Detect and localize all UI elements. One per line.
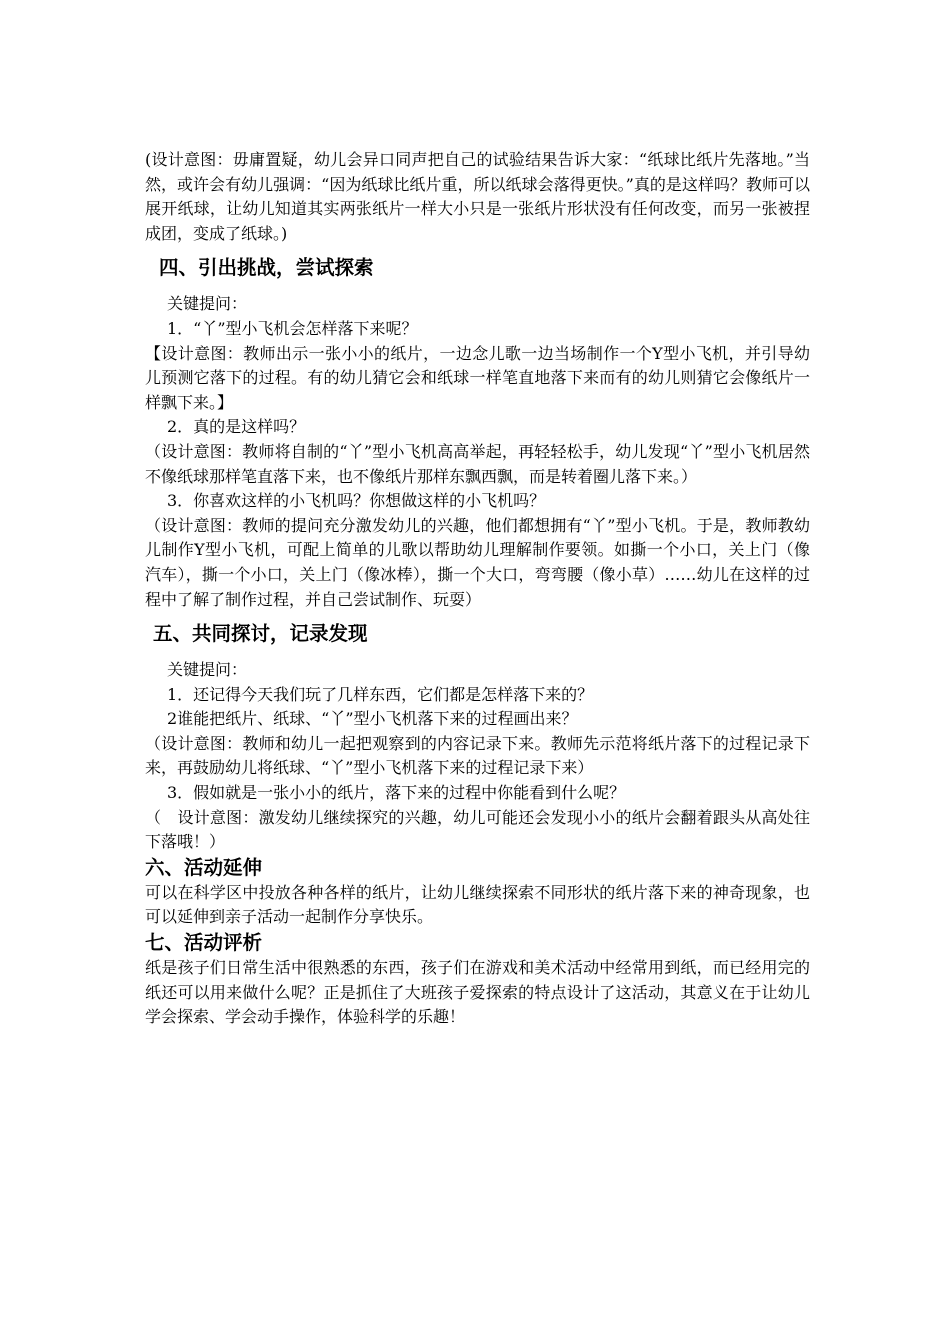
section-6-heading: 六、活动延伸: [145, 855, 263, 879]
question-item: 1．“丫”型小飞机会怎样落下来呢？: [167, 318, 418, 338]
question-item: 1．还记得今天我们玩了几样东西，它们都是怎样落下来的？: [167, 684, 594, 704]
question-item: 3．你喜欢这样的小飞机吗？你想做这样的小飞机吗？: [167, 491, 546, 511]
question-item: 3．假如就是一张小小的纸片，落下来的过程中你能看到什么呢？: [167, 783, 626, 803]
section-5-heading: 五、共同探讨，记录发现: [153, 622, 368, 646]
design-intent-paragraph: （设计意图：教师和幼儿一起把观察到的内容记录下来。教师先示范将纸片落下的过程记录下来，再鼓励幼儿将纸球、“丫”型小飞机落下来的过程记录下来）: [145, 733, 810, 778]
design-intent-paragraph: 【设计意图：教师出示一张小小的纸片，一边念儿歌一边当场制作一个Y型小飞机，并引导幼儿预测它落下的过程。有的幼儿猜它会和纸球一样笔直地落下来而有的幼儿则猜它会像纸片一样飘下来。】: [145, 343, 810, 412]
document-page: [145, 148, 810, 1030]
question-item: 2谁能把纸片、纸球、“丫”型小飞机落下来的过程画出来？: [167, 709, 578, 729]
design-intent-paragraph: (设计意图：毋庸置疑，幼儿会异口同声把自己的试验结果告诉大家：“纸球比纸片先落地。”当然，或许会有幼儿强调：“因为纸球比纸片重，所以纸球会落得更快。”真的是这样吗？教师可以展开纸球，让幼儿知道其实两张纸片一样大小只是一张纸片形状没有任何改变，而另一张被捏成团，变成了纸球。): [145, 150, 810, 243]
section-6-text: 可以在科学区中投放各种各样的纸片，让幼儿继续探索不同形状的纸片落下来的神奇现象，也可以延伸到亲子活动一起制作分享快乐。: [145, 882, 810, 927]
section-7-heading: 七、活动评析: [145, 931, 263, 955]
design-intent-paragraph: （设计意图：教师将自制的“丫”型小飞机高高举起，再轻轻松手，幼儿发现“丫”型小飞机居然不像纸球那样笔直落下来，也不像纸片那样东飘西飘，而是转着圈儿落下来。）: [145, 441, 810, 486]
section-4-heading: 四、引出挑战，尝试探索: [159, 256, 374, 280]
key-question-label: 关键提问：: [167, 294, 248, 314]
key-question-label: 关键提问：: [167, 660, 248, 680]
design-intent-paragraph: （ 设计意图：激发幼儿继续探究的兴趣，幼儿可能还会发现小小的纸片会翻着跟头从高处往下落哦！）: [145, 807, 810, 852]
design-intent-paragraph: （设计意图：教师的提问充分激发幼儿的兴趣，他们都想拥有“丫”型小飞机。于是，教师教幼儿制作Y型小飞机，可配上简单的儿歌以帮助幼儿理解制作要领。如撕一个小口，关上门（像汽车），撕一个小口，关上门（像冰棒），撕一个大口，弯弯腰（像小草）……幼儿在这样的过程中了解了制作过程，并自己尝试制作、玩耍）: [145, 515, 810, 609]
question-item: 2．真的是这样吗？: [167, 417, 306, 437]
section-7-text: 纸是孩子们日常生活中很熟悉的东西，孩子们在游戏和美术活动中经常用到纸，而已经用完的纸还可以用来做什么呢？正是抓住了大班孩子爱探索的特点设计了这活动，其意义在于让幼儿学会探索、学会动手操作，体验科学的乐趣！: [145, 958, 810, 1027]
